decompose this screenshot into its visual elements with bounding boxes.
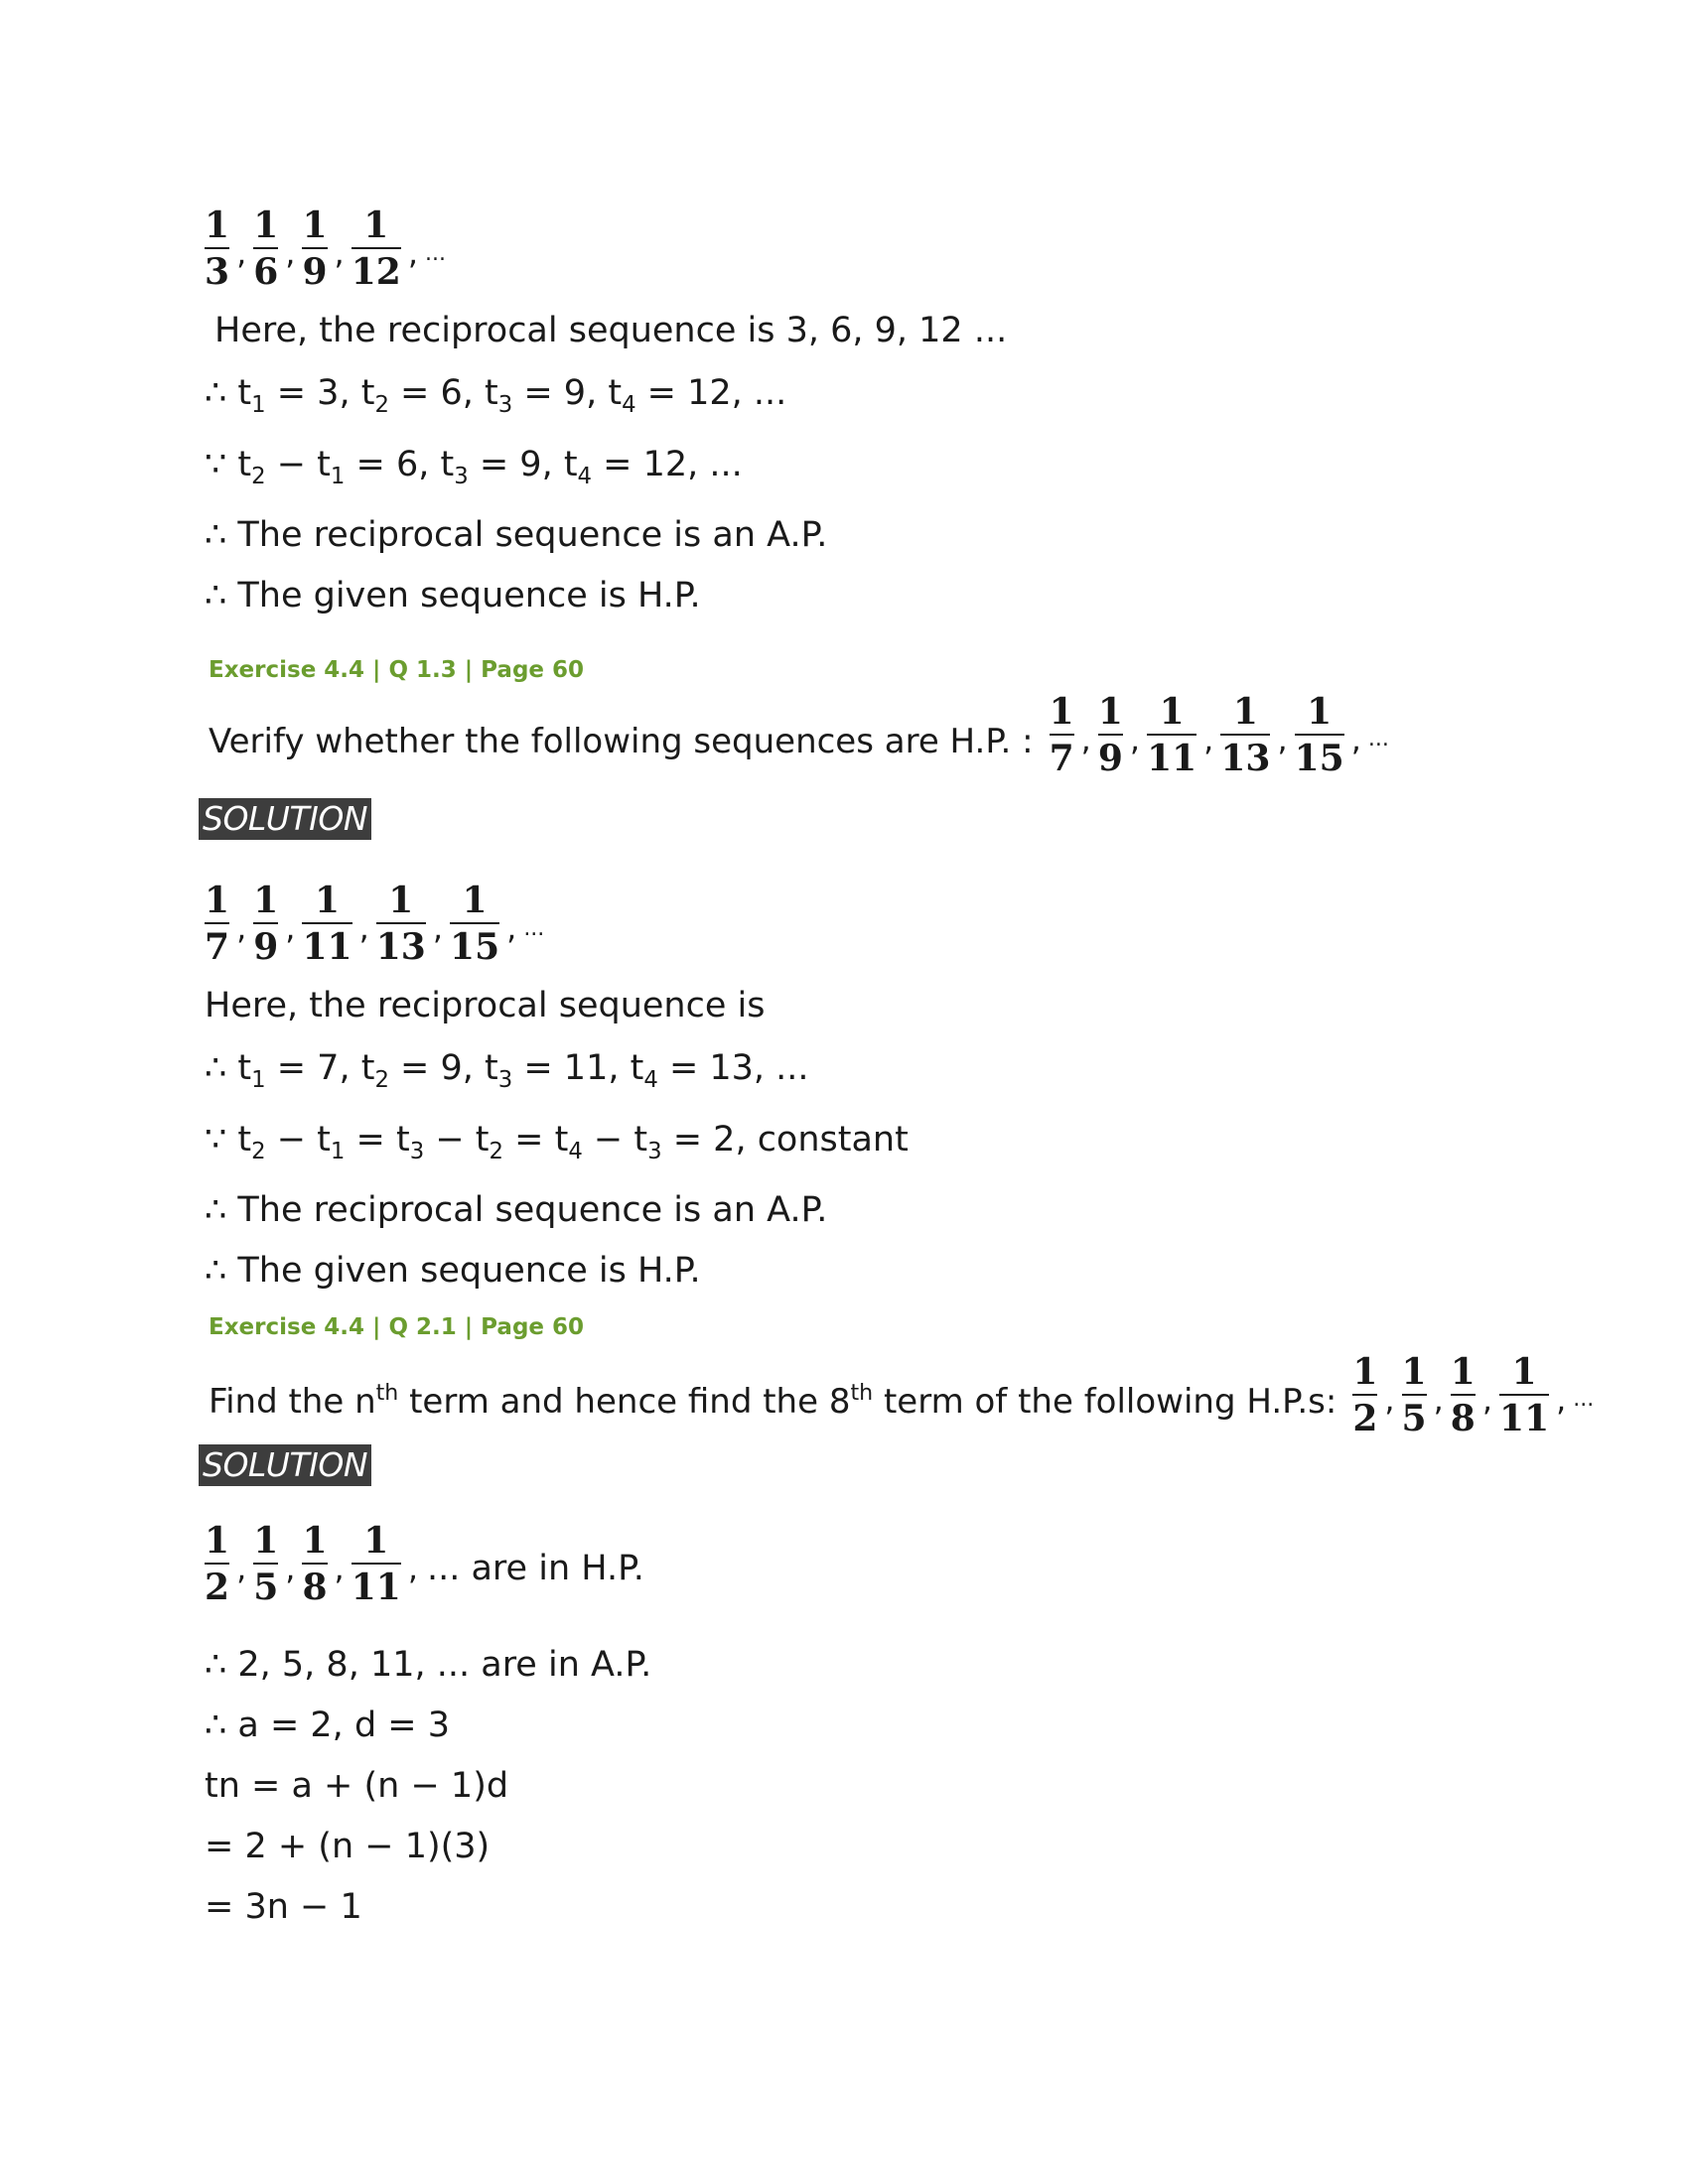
fraction: $\frac{1}{3}$ (205, 205, 230, 293)
fraction-sequence: $\frac{1}{2}$ , $\frac{1}{5}$ , $\frac{1}{8}$ , $\frac{1}{11}$ , ... (1348, 1350, 1594, 1441)
text-line: ∵ $t_2 - t_1 = t_3 - t_2 = t_4 - t_3 = 2$, constant (205, 1120, 909, 1164)
question: Find the $n^{th}$ term and hence find the 8th term of the following H.P.s: $\frac{1}{2}$ , $\frac{1}{5}$ , $\frac{1}{8}$ , $\frac{1}{11}$ , ... (209, 1351, 1595, 1439)
fraction: $\frac{1}{2}$ (205, 1520, 230, 1608)
text-line: ∴ 2, 5, 8, 11, ... are in A.P. (205, 1645, 652, 1685)
exercise-reference: Exercise 4.4 | Q 2.1 | Page 60 (209, 1314, 585, 1340)
fraction: $\frac{1}{15}$ (1294, 691, 1344, 779)
fraction: $\frac{1}{8}$ (1450, 1351, 1476, 1439)
text-line: ∴ a = 2, d = 3 (205, 1706, 450, 1745)
fraction: $\frac{1}{15}$ (450, 880, 500, 968)
fraction-sequence: $\frac{1}{2}$ , $\frac{1}{5}$ , $\frac{1}{8}$ , $\frac{1}{11}$ , ... are in H.P. (201, 1519, 644, 1610)
text-line: ∴ The reciprocal sequence is an A.P. (205, 515, 828, 555)
text-line: tn = a + (n − 1)d (205, 1766, 509, 1806)
fraction: $\frac{1}{11}$ (1499, 1351, 1550, 1439)
fraction: $\frac{1}{9}$ (302, 205, 328, 293)
fraction: $\frac{1}{12}$ (351, 205, 401, 293)
text-line: ∴ The given sequence is H.P. (205, 576, 701, 615)
fraction: $\frac{1}{11}$ (1147, 691, 1197, 779)
text-line: ∴ The given sequence is H.P. (205, 1251, 701, 1291)
text-line: Here, the reciprocal sequence is 3, 6, 9, 12 ... (214, 311, 1008, 350)
text-line: Here, the reciprocal sequence is (205, 986, 766, 1025)
fraction: $\frac{1}{9}$ (253, 880, 279, 968)
fraction: $\frac{1}{6}$ (253, 205, 279, 293)
fraction-sequence: $\frac{1}{3}$ , $\frac{1}{6}$ , $\frac{1}{9}$ , $\frac{1}{12}$ , ... (201, 204, 446, 295)
text-line: = 2 + (n − 1)(3) (205, 1827, 491, 1866)
fraction: $\frac{1}{5}$ (253, 1520, 279, 1608)
fraction: $\frac{1}{7}$ (1049, 691, 1074, 779)
text-line: ∴ $t_1 = 7$, $t_2 = 9$, $t_3 = 11$, $t_4 = 13$, ... (205, 1048, 809, 1093)
exercise-reference: Exercise 4.4 | Q 1.3 | Page 60 (209, 657, 585, 683)
text-line: ∴ The reciprocal sequence is an A.P. (205, 1190, 828, 1230)
fraction: $\frac{1}{9}$ (1097, 691, 1123, 779)
fraction: $\frac{1}{7}$ (205, 880, 230, 968)
solution-label: SOLUTION (199, 798, 371, 840)
fraction: $\frac{1}{8}$ (302, 1520, 328, 1608)
solution-label: SOLUTION (199, 1444, 371, 1486)
fraction: $\frac{1}{2}$ (1352, 1351, 1378, 1439)
text-line: ∵ $t_2 - t_1 = 6$, $t_3 = 9$, $t_4 = 12$, ... (205, 445, 743, 489)
fraction-sequence: $\frac{1}{7}$ , $\frac{1}{9}$ , $\frac{1}{11}$ , $\frac{1}{13}$ , $\frac{1}{15}$ , ... (201, 879, 544, 970)
fraction: $\frac{1}{5}$ (1401, 1351, 1427, 1439)
question: Verify whether the following sequences are H.P. : $\frac{1}{7}$ , $\frac{1}{9}$ , $\frac{1}{11}$ , $\frac{1}{13}$ , $\frac{1}{15}$ , ... (209, 691, 1389, 779)
fraction: $\frac{1}{13}$ (375, 880, 426, 968)
text-line: ∴ $t_1 = 3$, $t_2 = 6$, $t_3 = 9$, $t_4 = 12$, ... (205, 373, 787, 418)
text-line: = 3n − 1 (205, 1887, 362, 1927)
fraction: $\frac{1}{11}$ (302, 880, 352, 968)
fraction: $\frac{1}{13}$ (1220, 691, 1271, 779)
fraction-sequence: $\frac{1}{7}$ , $\frac{1}{9}$ , $\frac{1}{11}$ , $\frac{1}{13}$ , $\frac{1}{15}$ , ... (1046, 690, 1389, 781)
fraction: $\frac{1}{11}$ (351, 1520, 401, 1608)
